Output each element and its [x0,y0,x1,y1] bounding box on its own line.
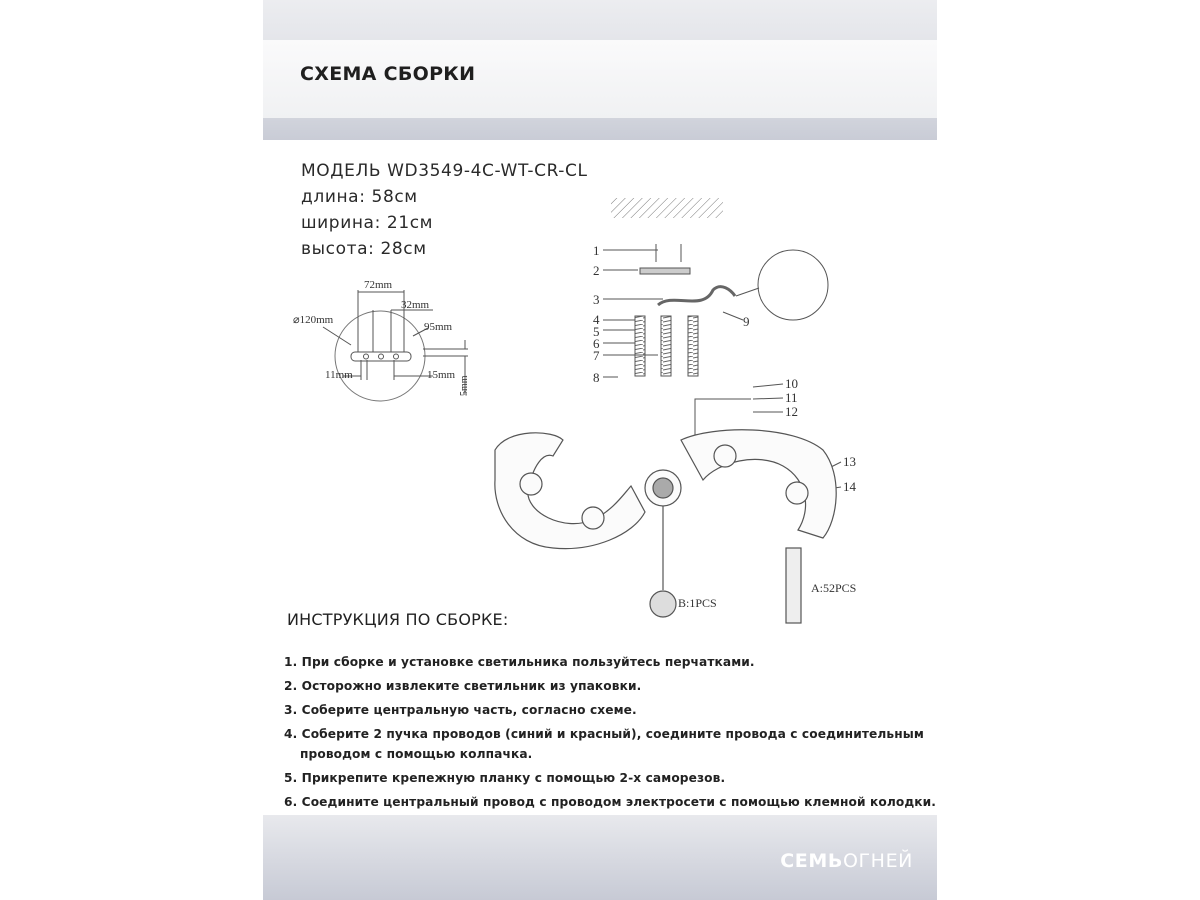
mount-plate-drawing [323,290,468,401]
label-b: B:1PCS [678,596,717,610]
exploded-view [603,198,828,377]
fixture-body [495,430,836,623]
svg-text:13: 13 [843,454,856,469]
assembly-sheet [263,0,937,900]
dim-32: 32mm [401,299,430,311]
svg-text:6: 6 [593,336,600,351]
svg-text:12: 12 [785,404,798,419]
svg-text:14: 14 [843,479,856,494]
instruction-step: 1. При сборке и установке светильника пользуйтесь перчатками. [284,655,755,669]
dim-5: 5mm [459,375,470,396]
svg-text:8: 8 [593,370,600,385]
instructions-title: ИНСТРУКЦИЯ ПО СБОРКЕ: [287,610,509,629]
svg-text:5: 5 [593,324,600,339]
spec-length: длина: 58см [301,187,418,207]
svg-text:2: 2 [593,263,600,278]
instruction-step: 5. Прикрепите крепежную планку с помощью 2-х саморезов. [284,771,726,785]
dim-11: 11mm [325,369,353,381]
spec-height: высота: 28см [301,239,427,259]
spec-width: ширина: 21см [301,213,434,233]
instruction-step-continued: проводом с помощью колпачка. [300,747,533,761]
svg-text:10: 10 [785,376,798,391]
dim-72: 72mm [364,279,393,291]
instruction-step: 2. Осторожно извлеките светильник из упаковки. [284,679,642,693]
instruction-step: 3. Соберите центральную часть, согласно схеме. [284,703,637,717]
page-title: СХЕМА СБОРКИ [300,63,476,85]
label-a: A:52PCS [811,581,857,595]
svg-text:9: 9 [743,314,750,329]
svg-text:4: 4 [593,312,600,327]
brand-bold: СЕМЬ [780,850,843,872]
dim-120: ⌀120mm [293,314,334,326]
brand-logo [780,850,913,872]
svg-text:3: 3 [593,292,600,307]
dim-95: 95mm [424,321,453,333]
svg-text:11: 11 [785,390,798,405]
instruction-step: 6. Соедините центральный провод с проводом электросети с помощью клемной колодки. [284,795,937,809]
instructions-list [284,652,936,816]
svg-text:7: 7 [593,348,600,363]
instruction-step: 4. Соберите 2 пучка проводов (синий и красный), соедините провода с соединительным [284,727,924,741]
dim-15: 15mm [427,369,456,381]
brand-light: ОГНЕЙ [842,850,913,872]
svg-text:1: 1 [593,243,600,258]
spec-model: МОДЕЛЬ WD3549-4C-WT-CR-CL [301,161,588,181]
